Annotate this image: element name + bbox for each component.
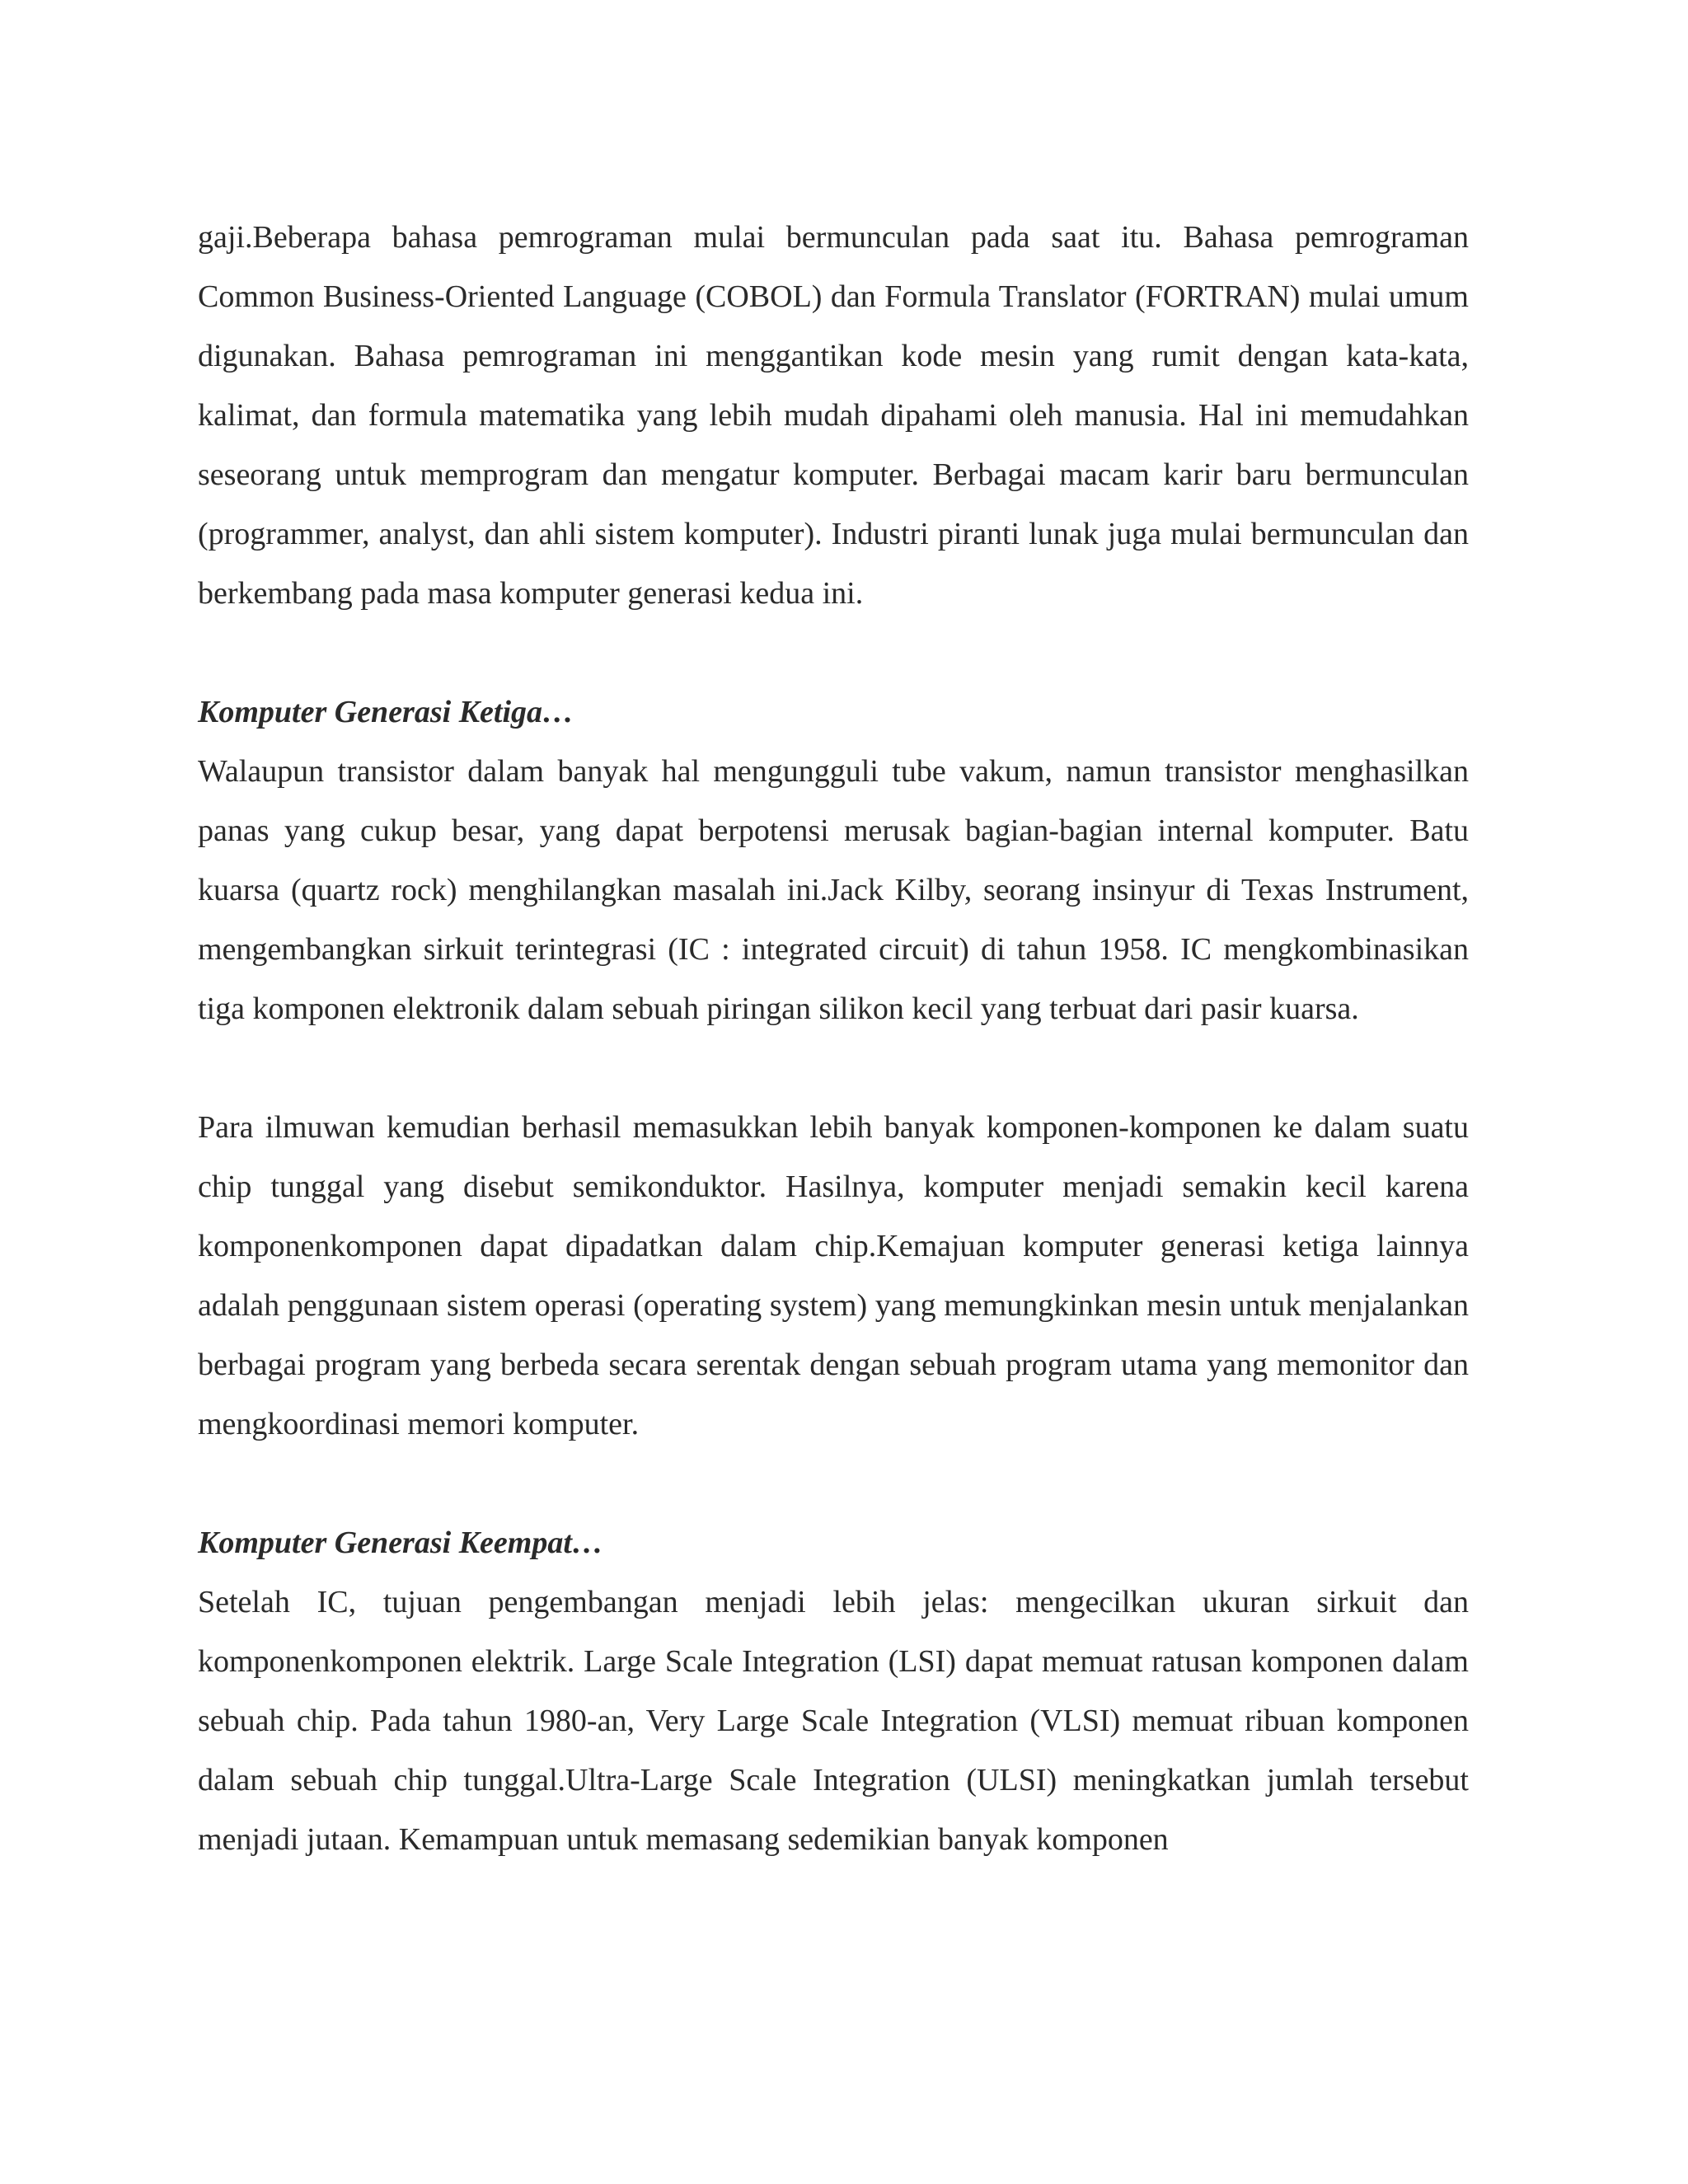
paragraph-spacer <box>198 1038 1469 1098</box>
paragraph-gen2-continuation: gaji.Beberapa bahasa pemrograman mulai bermunculan pada saat itu. Bahasa pemrograman Common Business-Oriented Language (COBOL) dan Formula Translator (FORTRAN) mulai umum digunakan. Bahasa pemrograman ini menggantikan kode mesin yang rumit dengan kata-kata, kalimat, dan formula matematika yang lebih mudah dipahami oleh manusia. Hal ini memudahkan seseorang untuk memprogram dan mengatur komputer. Berbagai macam karir baru bermunculan (programmer, analyst, dan ahli sistem komputer). Industri piranti lunak juga mulai bermunculan dan berkembang pada masa komputer generasi kedua ini. <box>198 220 1469 611</box>
paragraph-gen4-intro: Setelah IC, tujuan pengembangan menjadi lebih jelas: mengecilkan ukuran sirkuit dan komponenkomponen elektrik. Large Scale Integration (LSI) dapat memuat ratusan komponen dalam sebuah chip. Pada tahun 1980-an, Very Large Scale Integration (VLSI) memuat ribuan komponen dalam sebuah chip tunggal.Ultra-Large Scale Integration (ULSI) meningkatkan jumlah tersebut menjadi jutaan. Kemampuan untuk memasang sedemikian banyak komponen <box>198 1585 1469 1857</box>
paragraph-spacer <box>198 1454 1469 1513</box>
paragraph-gen3-semiconductor: Para ilmuwan kemudian berhasil memasukkan lebih banyak komponen-komponen ke dalam suatu chip tunggal yang disebut semikonduktor. Hasilnya, komputer menjadi semakin kecil karena komponenkomponen dapat dipadatkan dalam chip.Kemajuan komputer generasi ketiga lainnya adalah penggunaan sistem operasi (operating system) yang memungkinkan mesin untuk menjalankan berbagai program yang berbeda secara serentak dengan sebuah program utama yang memonitor dan mengkoordinasi memori komputer. <box>198 1110 1469 1441</box>
paragraph-gen3-intro: Walaupun transistor dalam banyak hal mengungguli tube vakum, namun transistor menghasilkan panas yang cukup besar, yang dapat berpotensi merusak bagian-bagian internal komputer. Batu kuarsa (quartz rock) menghilangkan masalah ini.Jack Kilby, seorang insinyur di Texas Instrument, mengembangkan sirkuit terintegrasi (IC : integrated circuit) di tahun 1958. IC mengkombinasikan tiga komponen elektronik dalam sebuah piringan silikon kecil yang terbuat dari pasir kuarsa. <box>198 754 1469 1026</box>
paragraph-spacer <box>198 623 1469 682</box>
heading-generasi-keempat: Komputer Generasi Keempat… <box>198 1526 603 1560</box>
document-body <box>198 208 1469 1869</box>
heading-generasi-ketiga: Komputer Generasi Ketiga… <box>198 695 574 729</box>
